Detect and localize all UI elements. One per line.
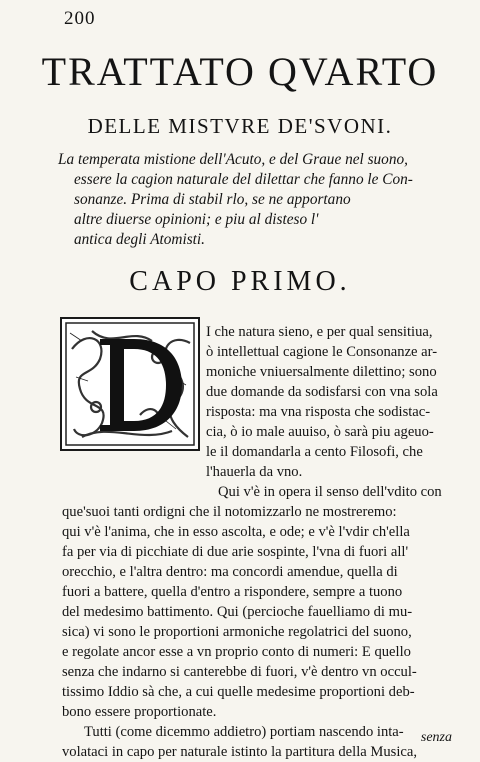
summary-line: essere la cagion naturale del dilettar che fanno le Con- (74, 171, 413, 188)
text-line: orecchio, e l'altra dentro: ma concordi amendue, quella di (62, 564, 398, 580)
subtitle: DELLE MISTVRE DE'SVONI. (87, 114, 393, 138)
text-line: que'suoi tanti ordigni che il notomizzarlo ne mostreremo: (62, 504, 397, 520)
text-line: volataci in capo per naturale istinto la partitura della Musica, (62, 744, 417, 760)
catchword: senza (420, 730, 452, 745)
chapter-summary (58, 150, 458, 250)
text-line: fuori a battere, quella d'entro a rispondere, sempre a tuono (62, 584, 403, 600)
text-line: Tutti (come dicemmo addietro) portiam nascendo inta- (84, 724, 404, 740)
text-line: senza che indarno si canterebbe di fuori, v'è dentro vn occul- (62, 664, 417, 680)
text-line: risposta: ma vna risposta che sodistac- (206, 404, 431, 420)
text-line: le il domandarla a cento Filosofi, che (206, 444, 423, 460)
summary-line: altre diuerse opinioni; e piu al disteso l' (74, 211, 319, 228)
text-line: tissimo Iddio sà che, a cui quelle medesime proportioni deb- (62, 684, 415, 700)
text-line: qui v'è l'anima, che in esso ascolta, e ode; e v'è l'vdir ch'ella (62, 524, 410, 540)
text-line: sica) vi sono le proportioni armoniche regolatrici del suono, (62, 624, 412, 640)
summary-line: sonanze. Prima di stabil rlo, se ne apportano (74, 191, 351, 208)
text-line: fa per via di picchiate di due arie sospinte, l'vna di fuori all' (62, 544, 409, 560)
summary-line: antica degli Atomisti. (74, 231, 206, 248)
text-line: bono essere proportionate. (62, 704, 217, 720)
text-line: Qui v'è in opera il senso dell'vdito con (218, 484, 442, 500)
text-line: moniche vniuersalmente dilettino; sono (206, 364, 437, 380)
treatise-title: TRATTATO QVARTO (41, 49, 439, 94)
drop-cap-ornament (60, 317, 200, 451)
text-line: e regolate ancor esse a vn proprio conto di numeri: E quello (62, 644, 411, 660)
text-line: ò intellettual cagione le Consonanze ar- (206, 344, 438, 360)
chapter-title: CAPO PRIMO. (129, 266, 351, 297)
text-line: due domande da sodisfarsi con vna sola (206, 384, 438, 400)
page-number: 200 (64, 8, 96, 29)
text-line: cia, ò io male auuiso, ò sarà piu ageuo- (206, 424, 434, 440)
summary-line: La temperata mistione dell'Acuto, e del Graue nel suono, (58, 151, 408, 168)
text-line: l'hauerla da vno. (206, 464, 303, 480)
text-line: del medesimo battimento. Qui (percioche fauelliamo di mu- (62, 604, 413, 620)
text-line: I che natura sieno, e per qual sensitiua, (206, 324, 433, 340)
